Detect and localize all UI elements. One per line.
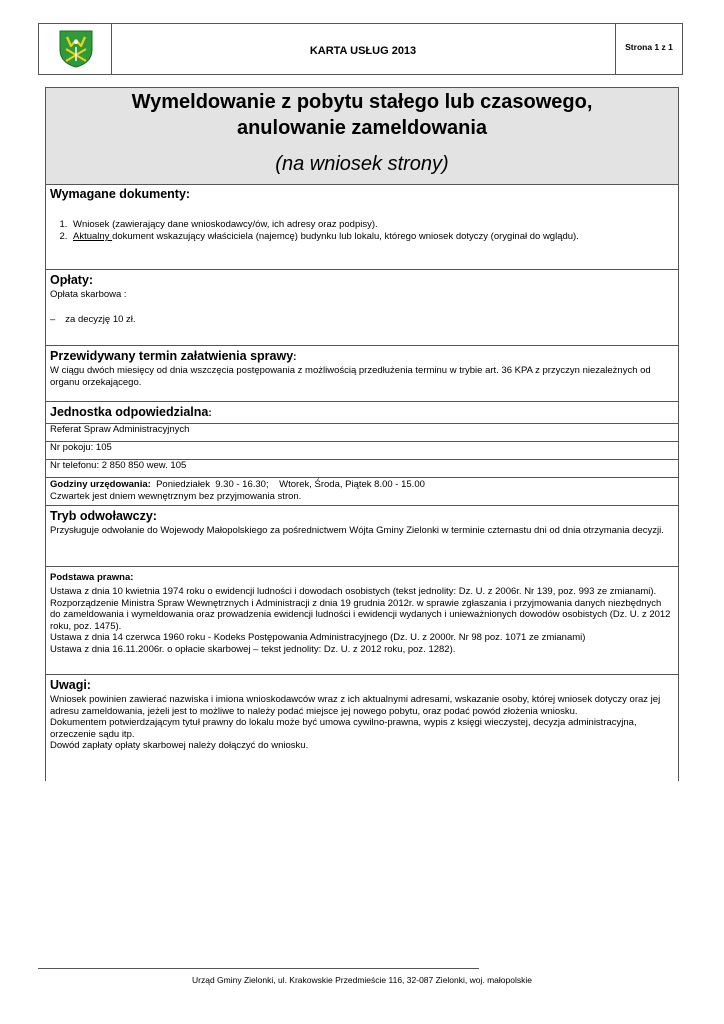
unit-phone: Nr telefonu: 2 850 850 wew. 105 [46, 460, 678, 478]
notes-line-2: Dokumentem potwierdzającym tytuł prawny do lokalu może być umowa cywilno-prawna, wypis z księgi wieczystej, decyzja administracyjna, orzeczenie sądu itp. [50, 717, 637, 740]
term-text: W ciągu dwóch miesięcy od dnia wszczęcia postępowania z możliwością przedłużenia terminu w trybie art. 36 KPA z przyczyn niezależnych od organu orzekającego. [50, 365, 651, 388]
section-notes [46, 675, 678, 782]
fees-line1: Opłata skarbowa : [50, 289, 127, 300]
fees-heading: Opłaty: [50, 273, 94, 287]
notes-heading: Uwagi: [50, 678, 91, 692]
appeal-text: Przysługuje odwołanie do Wojewody Małopolskiego za pośrednictwem Wójta Gminy Zielonki w terminie czternastu dni od dnia otrzymania decyzji. [50, 525, 664, 536]
page-number: Strona 1 z 1 [625, 42, 673, 52]
documents-heading: Wymagane dokumenty: [50, 187, 191, 201]
dash-bullet: – [50, 313, 56, 325]
section-documents [46, 184, 678, 270]
section-term [46, 346, 678, 402]
footer-divider [38, 968, 479, 969]
legal-heading: Podstawa prawna: [50, 572, 134, 583]
appeal-heading: Tryb odwoławczy: [50, 509, 157, 523]
list-item [70, 219, 678, 231]
title-box [46, 88, 678, 185]
documents-list [46, 219, 678, 243]
document-item-1: Wniosek (zawierający dane wnioskodawcy/ów, ich adresy oraz podpisy). [73, 219, 378, 230]
legal-line-1: Ustawa z dnia 10 kwietnia 1974 roku o ewidencji ludności i dowodach osobistych (tekst jednolity: Dz. U. z 2006r. Nr 139, poz. 993 ze zmianami). [50, 586, 657, 597]
hours-label: Godziny urzędowania: [50, 479, 151, 490]
section-appeal [46, 506, 678, 567]
list-item [70, 231, 678, 243]
unit-name: Referat Spraw Administracyjnych [46, 424, 678, 442]
header-table [38, 23, 683, 75]
legal-line-2: Rozporządzenie Ministra Spraw Wewnętrznych i Administracji z dnia 19 grudnia 2012r. w sprawie zgłaszania i przyjmowania danych niezbędnych do zameldowania i wymeldowania oraz prowadzenia ewidencji ludności i ewidencji wydanych i unieważnionych dowodów osobistych (Dz. U. z 2012 roku, poz. 1475). [50, 597, 671, 632]
term-heading: Przewidywany termin załatwienia sprawy: [50, 349, 297, 363]
card-title: KARTA USŁUG 2013 [111, 24, 616, 74]
service-title-line2: anulowanie zameldowania [236, 117, 488, 139]
hours-note: Czwartek jest dniem wewnętrznym bez przyjmowania stron. [50, 490, 302, 502]
footer-address: Urząd Gminy Zielonki, ul. Krakowskie Przedmieście 116, 32-087 Zielonki, woj. małopolskie [192, 975, 532, 985]
legal-line-4: Ustawa z dnia 16.11.2006r. o opłacie skarbowej – tekst jednolity: Dz. U. z 2012 roku, poz. 1282). [50, 643, 456, 655]
unit-heading-row [46, 402, 678, 424]
document-item-2: dokument wskazujący właściciela (najemcę) budynku lub lokalu, którego wniosek dotyczy (oryginał do wglądu). [112, 231, 579, 242]
hours-text: Poniedziałek 9.30 - 16.30; Wtorek, Środa, Piątek 8.00 - 15.00 [150, 479, 425, 490]
coat-of-arms-logo [58, 30, 94, 68]
section-fees [46, 270, 678, 346]
service-subtitle: (na wniosek strony) [275, 153, 449, 175]
fees-amount: za decyzję 10 zł. [65, 313, 136, 325]
notes-line-1: Wniosek powinien zawierać nazwiska i imiona wnioskodawców wraz z ich aktualnymi adresami, wskazanie osoby, której wniosek dotyczy oraz jej adresu zameldowania, jeżeli jest to możliwe to należy podać miejsce jej nowego pobytu, oraz podać powód złożenia wniosku. [50, 694, 661, 717]
service-title-line1: Wymeldowanie z pobytu stałego lub czasowego, [131, 91, 593, 113]
document-item-2-underlined: Aktualny [73, 231, 113, 242]
unit-room: Nr pokoju: 105 [46, 442, 678, 460]
legal-line-3: Ustawa z dnia 14 czerwca 1960 roku - Kodeks Postępowania Administracyjnego (Dz. U. z 2000r. Nr 98 poz. 1071 ze zmianami) [50, 632, 586, 643]
fees-line2 [50, 314, 674, 326]
logo-cell [39, 24, 112, 74]
notes-line-3: Dowód zapłaty opłaty skarbowej należy dołączyć do wniosku. [50, 740, 309, 751]
section-legal [46, 567, 678, 675]
service-card [45, 87, 679, 781]
unit-hours [46, 478, 678, 506]
unit-heading: Jednostka odpowiedzialna: [50, 405, 212, 419]
